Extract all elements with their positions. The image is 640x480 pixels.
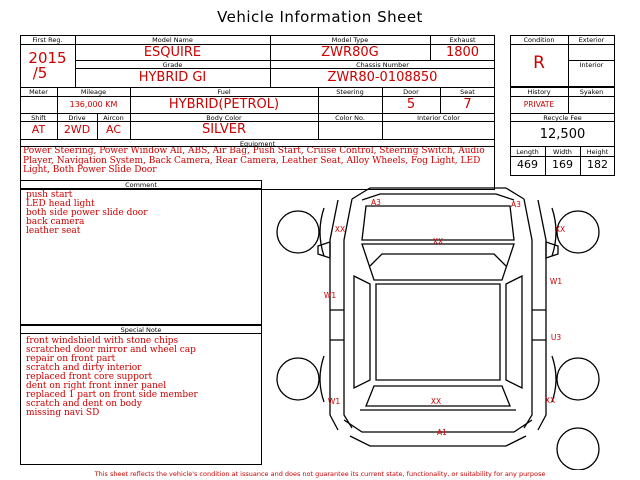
model-name-label: Model Name xyxy=(152,36,193,44)
fuel: HYBRID(PETROL) xyxy=(168,97,280,112)
special-note-line: replaced front core support xyxy=(26,372,153,382)
mileage-label: Mileage xyxy=(80,88,107,96)
aircon: AC xyxy=(105,123,121,136)
car-damage-diagram xyxy=(270,180,620,470)
mark-a1-rear: A1 xyxy=(437,428,447,437)
mileage: 136,000 KM xyxy=(69,100,118,109)
special-note-line: replaced 1 part on front side member xyxy=(26,390,198,400)
mark-w1-left: W1 xyxy=(323,291,337,300)
model-name: ESQUIRE xyxy=(143,45,202,60)
shift: AT xyxy=(31,123,46,136)
mark-xx-hood: XX xyxy=(432,237,444,246)
grade-label: Grade xyxy=(162,61,183,69)
mark-w1-left-rear: W1 xyxy=(327,397,341,406)
aircon-label: Aircon xyxy=(103,114,124,122)
mark-xx-left-front: XX xyxy=(334,225,346,234)
special-note-line: scratched door mirror and wheel cap xyxy=(26,345,196,355)
comment-line: push start xyxy=(26,190,73,200)
interior-label: Interior xyxy=(579,61,604,69)
interior-color-label: Interior Color xyxy=(417,114,460,122)
mark-u3-right: U3 xyxy=(550,333,562,342)
length-label: Length xyxy=(516,148,539,156)
model-type-label: Model Type xyxy=(331,36,369,44)
condition-grade: R xyxy=(533,53,545,73)
meter-label: Meter xyxy=(29,88,48,96)
special-note-line: dent on right front inner panel xyxy=(26,381,167,391)
comment-line: leather seat xyxy=(26,226,81,236)
comment-line: both side power slide door xyxy=(26,208,148,218)
height-label: Height xyxy=(586,148,609,156)
color-no-label: Color No. xyxy=(335,114,365,122)
mark-xx-rear: XX xyxy=(430,397,442,406)
comment-line: back camera xyxy=(26,217,85,227)
exhaust-label: Exhaust xyxy=(449,36,476,44)
rear-left-tire xyxy=(277,358,319,400)
hood xyxy=(362,206,514,240)
drive-label: Drive xyxy=(68,114,86,122)
comment-line: LED head light xyxy=(26,199,95,209)
windshield xyxy=(362,244,514,280)
special-note-line: scratch and dent on body xyxy=(26,399,142,409)
special-note-line: scratch and dirty interior xyxy=(26,363,142,373)
exhaust: 1800 xyxy=(445,45,480,60)
syaken-label: Syaken xyxy=(579,88,604,96)
spare-tire xyxy=(557,428,599,470)
chassis-label: Chassis Number xyxy=(356,61,409,69)
sheet-title: Vehicle Information Sheet xyxy=(217,8,423,26)
length-value: 469 xyxy=(517,158,538,171)
comment-label: Comment xyxy=(125,181,157,189)
rear-right-tire xyxy=(557,358,599,400)
history-label: History xyxy=(527,88,551,96)
drive: 2WD xyxy=(63,123,91,136)
special-note-line: front windshield with stone chips xyxy=(26,336,179,346)
height-value: 182 xyxy=(587,158,608,171)
first-reg-year: 2015 xyxy=(28,49,67,67)
door-count: 5 xyxy=(406,97,416,112)
equipment-list: Power Steering, Power Window All, ABS, Air Bag, Push Start, Cruise Control, Steering Switch, Audio Player, Navigation System, Back Camera, Rear Camera, Leather Seat, Alloy Wheels, Fog Light, LED Light, Both Power Slide Door xyxy=(23,147,485,175)
first-reg-month: /5 xyxy=(32,64,48,82)
model-type: ZWR80G xyxy=(321,45,379,60)
special-note-line: missing navi SD xyxy=(26,408,100,418)
body-color: SILVER xyxy=(201,122,247,137)
equipment-label: Equipment xyxy=(239,140,276,148)
mark-w1-right: W1 xyxy=(549,277,563,286)
width-label: Width xyxy=(553,148,572,156)
steering-label: Steering xyxy=(336,88,364,96)
mark-xx-right-front: XX xyxy=(554,225,566,234)
recycle-fee: 12,500 xyxy=(539,127,586,142)
fuel-label: Fuel xyxy=(217,88,231,96)
mark-a3-right: A3 xyxy=(511,200,521,209)
disclaimer-footer: This sheet reflects the vehicle's condition at issuance and does not guarantee its current state, functionality, or suitability for any purpose xyxy=(94,470,546,478)
shift-label: Shift xyxy=(31,114,46,122)
door-label: Door xyxy=(403,88,419,96)
special-note-line: repair on front part xyxy=(26,354,116,364)
roof xyxy=(376,284,500,380)
condition-label: Condition xyxy=(523,36,555,44)
special-note-label: Special Note xyxy=(120,326,162,334)
seat-label: Seat xyxy=(460,88,475,96)
history-value: PRIVATE xyxy=(523,100,555,109)
exterior-label: Exterior xyxy=(578,36,605,44)
width-value: 169 xyxy=(552,158,573,171)
seat-count: 7 xyxy=(463,97,472,112)
mark-xx-right-rear: XX xyxy=(544,396,556,405)
mark-a3-left: A3 xyxy=(371,198,381,207)
body-color-label: Body Color xyxy=(206,114,242,122)
grade: HYBRID GI xyxy=(138,70,207,85)
chassis-number: ZWR80-0108850 xyxy=(327,70,438,85)
first-reg-label: First Reg. xyxy=(32,36,63,44)
recycle-label: Recycle Fee xyxy=(543,114,582,122)
front-left-tire xyxy=(277,211,319,253)
